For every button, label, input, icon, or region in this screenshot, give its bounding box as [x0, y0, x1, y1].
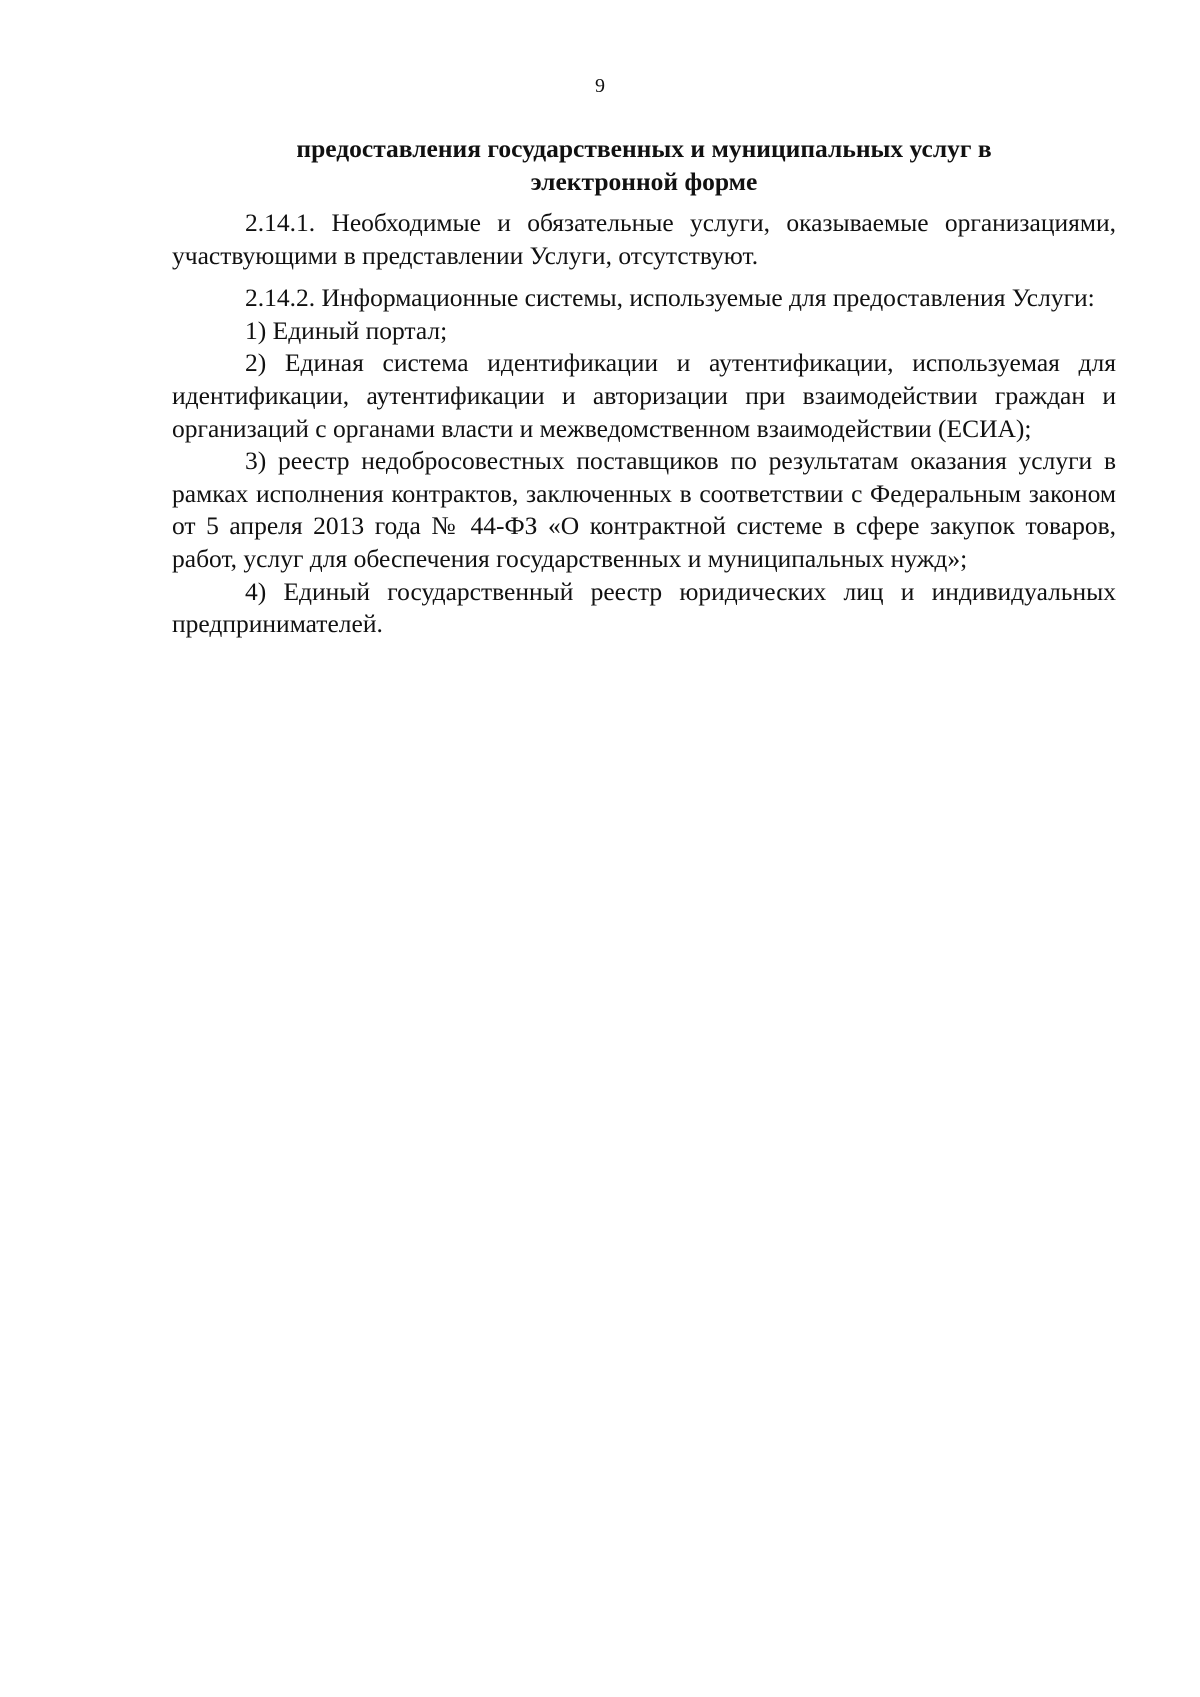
- section-heading-line-2: электронной форме: [530, 167, 758, 196]
- section-heading: [170, 132, 1118, 198]
- page-number: 9: [595, 75, 605, 97]
- document-body: [172, 207, 1116, 641]
- list-item-2: 2) Единая система идентификации и аутентификации, используемая для идентификации, аутентификации и авторизации при взаимодействии граждан и организаций с органами власти и межведомственном взаимодействии (ЕСИА);: [172, 348, 1116, 443]
- list-item-1: 1) Единый портал;: [245, 315, 448, 345]
- paragraph-2-14-1: 2.14.1. Необходимые и обязательные услуги, оказываемые организациями, участвующими в представлении Услуги, отсутствуют.: [172, 208, 1116, 270]
- paragraph-2-14-2: 2.14.2. Информационные системы, используемые для предоставления Услуги:: [245, 283, 1095, 313]
- list-item-4: 4) Единый государственный реестр юридических лиц и индивидуальных предпринимателей.: [172, 576, 1116, 639]
- section-heading-line-1: предоставления государственных и муниципальных услуг в: [296, 134, 992, 163]
- list-item-3: 3) реестр недобросовестных поставщиков по результатам оказания услуги в рамках исполнения контрактов, заключенных в соответствии с Федеральным законом от 5 апреля 2013 года № 44-ФЗ «О контрактной системе в сфере закупок товаров, работ, услуг для обеспечения государственных и муниципальных нужд»;: [172, 446, 1116, 573]
